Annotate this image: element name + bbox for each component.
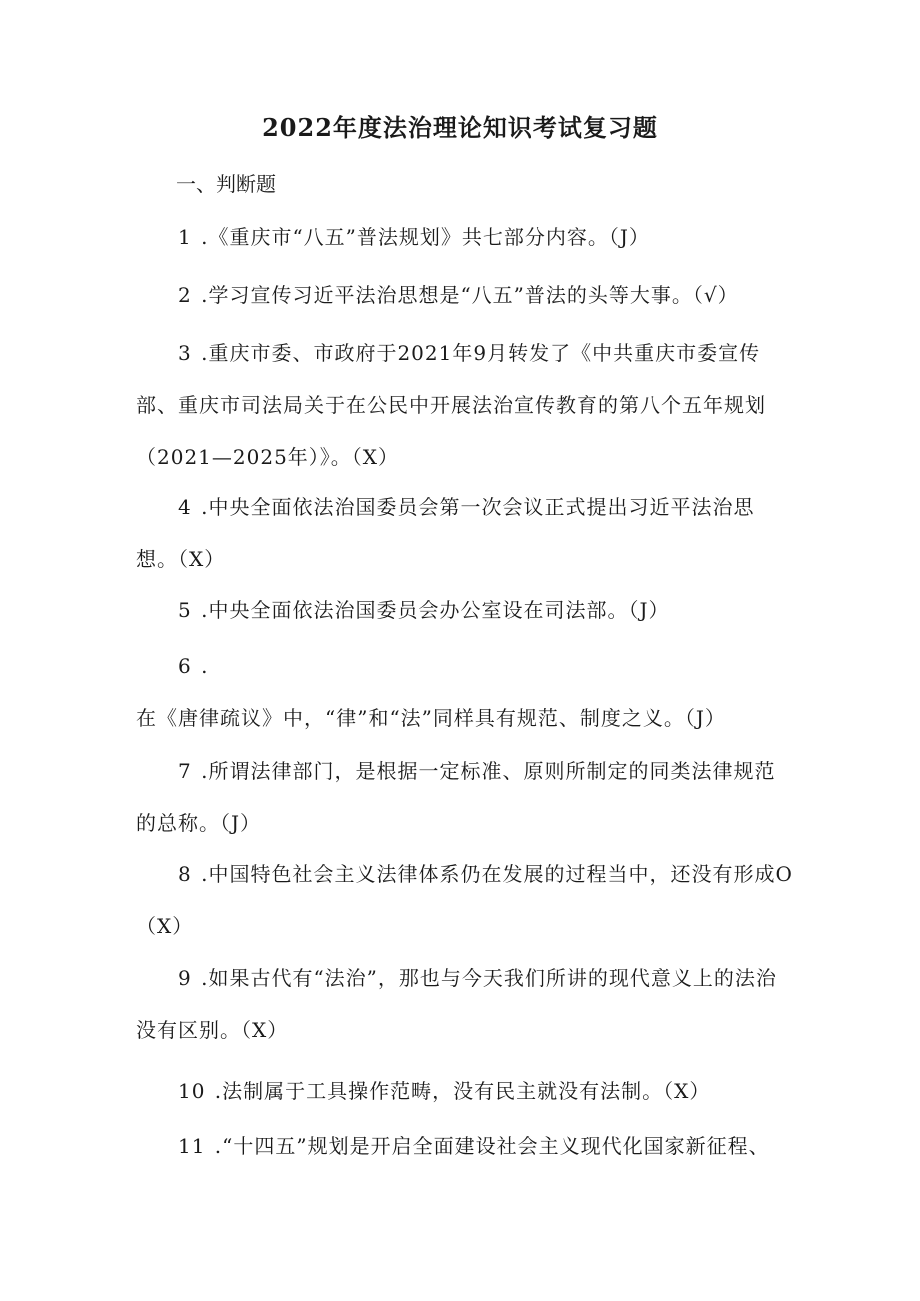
question-number: 8 [178,862,192,886]
question-number: 9 [178,966,192,990]
question-item: 6 .在《唐律疏议》中，“律”和“法”同样具有规范、制度之义。（J） [136,654,726,730]
question-number: 10 [178,1079,206,1103]
question-text: 中央全面依法治国委员会第一次会议正式提出习近平法治思想。（X） [136,495,755,571]
question-item: 3 .重庆市委、市政府于2021年9月转发了《中共重庆市委宣传部、重庆市司法局关于在公民中开展法治宣传教育的第八个五年规划（2021—2025年）》。（X） [136,341,766,469]
question-item: 4 .中央全面依法治国委员会第一次会议正式提出习近平法治思想。（X） [136,495,755,571]
question-text: 中央全面依法治国委员会办公室设在司法部。（J） [208,598,670,622]
question-text: 重庆市委、市政府于2021年9月转发了《中共重庆市委宣传部、重庆市司法局关于在公民中开展法治宣传教育的第八个五年规划（2021—2025年）》。（X） [136,341,766,469]
question-number: 7 [178,759,192,783]
question-number: 4 [178,495,192,519]
question-number: 5 [178,598,192,622]
question-item: 1 .《重庆市“八五”普法规划》共七部分内容。（J） [178,225,650,249]
question-number: 11 [178,1134,206,1158]
question-item: 7 .所谓法律部门，是根据一定标准、原则所制定的同类法律规范的总称。（J） [136,759,776,835]
document-title: 2022年度法治理论知识考试复习题 [262,113,658,142]
question-text: 法制属于工具操作范畴，没有民主就没有法制。（X） [222,1079,711,1103]
question-item: 5 .中央全面依法治国委员会办公室设在司法部。（J） [178,598,670,622]
question-text: 学习宣传习近平法治思想是“八五”普法的头等大事。（√） [208,283,739,307]
question-number: 6 [178,654,192,678]
question-text: 在《唐律疏议》中，“律”和“法”同样具有规范、制度之义。（J） [136,706,726,730]
question-text: 中国特色社会主义法律体系仍在发展的过程当中，还没有形成O（X） [136,862,793,938]
question-item: 9 .如果古代有“法治”，那也与今天我们所讲的现代意义上的法治没有区别。（X） [136,966,777,1042]
question-text: 《重庆市“八五”普法规划》共七部分内容。（J） [208,225,650,249]
question-item: 11 .“十四五”规划是开启全面建设社会主义现代化国家新征程、 [178,1134,770,1158]
question-number: 3 [178,341,192,365]
question-item: 2 .学习宣传习近平法治思想是“八五”普法的头等大事。（√） [178,283,739,307]
question-text: 如果古代有“法治”，那也与今天我们所讲的现代意义上的法治没有区别。（X） [136,966,777,1042]
question-number: 1 [178,225,192,249]
question-item: 10 .法制属于工具操作范畴，没有民主就没有法制。（X） [178,1079,711,1103]
question-text: “十四五”规划是开启全面建设社会主义现代化国家新征程、 [222,1134,770,1158]
question-text: 所谓法律部门，是根据一定标准、原则所制定的同类法律规范的总称。（J） [136,759,776,835]
section-heading: 一、判断题 [176,172,276,196]
question-number: 2 [178,283,192,307]
question-item: 8 .中国特色社会主义法律体系仍在发展的过程当中，还没有形成O（X） [136,862,793,938]
